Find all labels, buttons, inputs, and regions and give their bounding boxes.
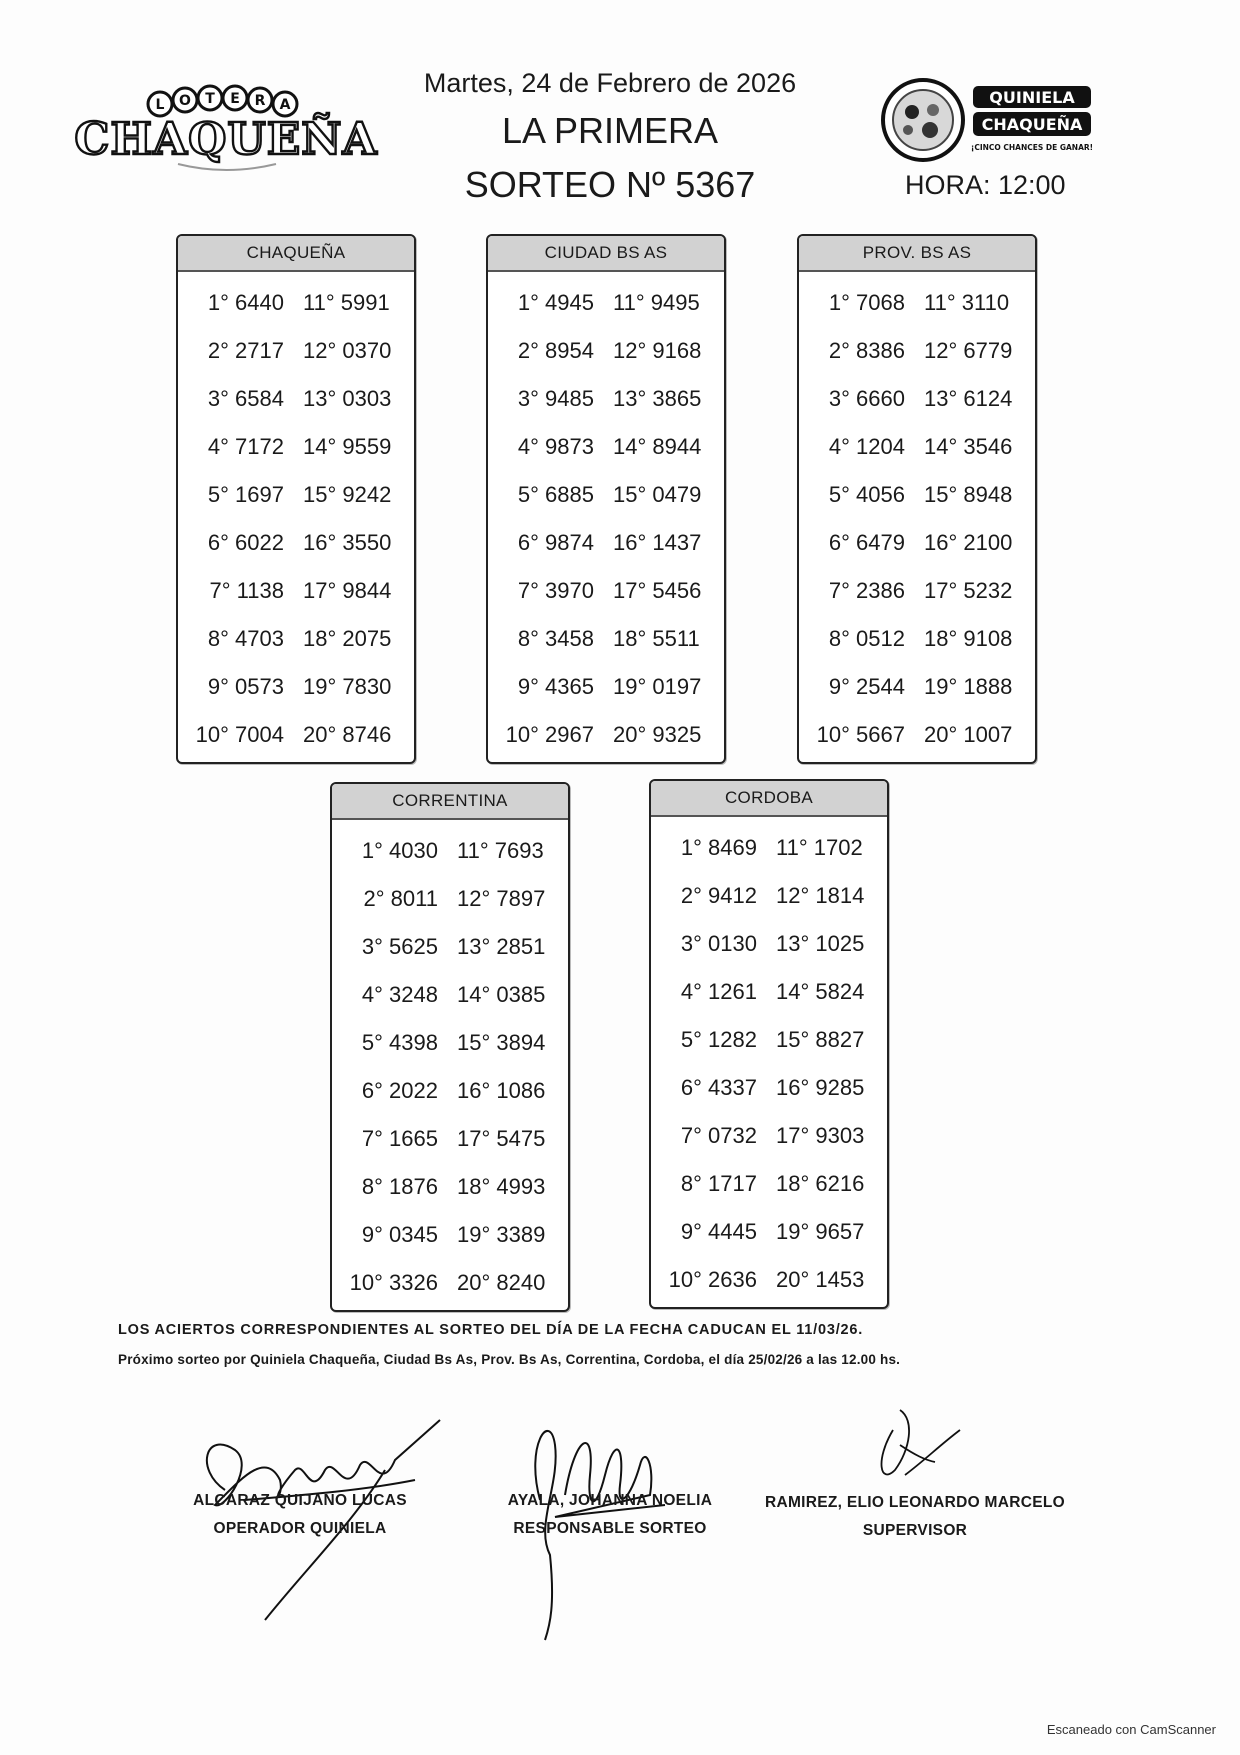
prize-cell: 17° 5232 <box>924 578 1013 603</box>
prize-cell: 20° 8746 <box>303 722 392 747</box>
svg-text:E: E <box>230 91 240 107</box>
table-row <box>651 1159 887 1205</box>
prize-cell: 17° 5475 <box>457 1126 546 1151</box>
prize-cell: 13° 3865 <box>613 386 702 411</box>
prize-cell: 13° 6124 <box>924 386 1013 411</box>
sorteo-number: SORTEO Nº 5367 <box>464 164 756 205</box>
prize-cell: 2° 2717 <box>207 338 284 363</box>
prize-cell: 18° 6216 <box>776 1171 865 1196</box>
operator-name: ALCARAZ QUIJANO LUCAS <box>193 1492 407 1509</box>
table-row <box>178 710 414 756</box>
prize-cell: 20° 1007 <box>924 722 1013 747</box>
prize-cell: 2° 8386 <box>828 338 905 363</box>
supervisor-signature <box>855 1400 975 1490</box>
table-row <box>651 919 887 965</box>
prize-cell: 6° 9874 <box>517 530 594 555</box>
prize-cell: 3° 6660 <box>828 386 905 411</box>
svg-text:T: T <box>205 91 215 107</box>
loteria-chaquena-logo <box>74 84 378 176</box>
prize-cell: 18° 2075 <box>303 626 392 651</box>
table-row <box>332 1018 568 1064</box>
prize-cell: 8° 0512 <box>828 626 905 651</box>
prize-cell: 10° 2967 <box>505 722 594 747</box>
prize-cell: 14° 5824 <box>776 979 865 1004</box>
prize-cell: 16° 3550 <box>303 530 392 555</box>
table-row <box>488 326 724 372</box>
table-row <box>799 710 1035 756</box>
table-row <box>799 278 1035 324</box>
prize-cell: 11° 1702 <box>776 835 863 860</box>
prize-cell: 19° 9657 <box>776 1219 865 1244</box>
table-row <box>799 326 1035 372</box>
prize-cell: 20° 1453 <box>776 1267 865 1292</box>
prize-cell: 3° 5625 <box>361 934 438 959</box>
table-header: CORRENTINA <box>332 784 568 820</box>
prize-cell: 13° 0303 <box>303 386 392 411</box>
table-row <box>488 710 724 756</box>
prize-cell: 16° 2100 <box>924 530 1013 555</box>
table-body <box>332 820 568 1314</box>
prize-cell: 3° 0130 <box>680 931 757 956</box>
prize-cell: 1° 7068 <box>828 290 905 315</box>
prize-cell: 7° 3970 <box>517 578 594 603</box>
prize-cell: 7° 1138 <box>209 578 284 603</box>
prize-cell: 18° 9108 <box>924 626 1013 651</box>
svg-text:¡CINCO CHANCES DE GANAR!: ¡CINCO CHANCES DE GANAR! <box>970 143 1094 152</box>
table-row <box>488 374 724 420</box>
prize-cell: 8° 3458 <box>517 626 594 651</box>
prize-cell: 15° 3894 <box>457 1030 546 1055</box>
table-row <box>799 422 1035 468</box>
prize-cell: 9° 2544 <box>828 674 905 699</box>
table-row <box>332 1258 568 1304</box>
results-table <box>649 779 889 1309</box>
table-row <box>799 518 1035 564</box>
prize-cell: 7° 1665 <box>361 1126 438 1151</box>
operator-role: OPERADOR QUINIELA <box>213 1520 387 1537</box>
table-header: CIUDAD BS AS <box>488 236 724 272</box>
table-body <box>178 272 414 766</box>
prize-cell: 9° 0573 <box>207 674 284 699</box>
prize-cell: 5° 1282 <box>680 1027 757 1052</box>
table-row <box>651 1255 887 1301</box>
prize-cell: 5° 4398 <box>361 1030 438 1055</box>
table-row <box>332 1210 568 1256</box>
draw-time: HORA: 12:00 <box>905 170 1066 200</box>
svg-text:L: L <box>155 97 165 113</box>
prize-cell: 7° 2386 <box>828 578 905 603</box>
prize-cell: 14° 0385 <box>457 982 546 1007</box>
prize-cell: 9° 0345 <box>361 1222 438 1247</box>
prize-cell: 1° 4945 <box>517 290 594 315</box>
table-row <box>178 614 414 660</box>
table-row <box>332 1066 568 1112</box>
prize-cell: 3° 9485 <box>517 386 594 411</box>
prize-cell: 14° 9559 <box>303 434 392 459</box>
prize-cell: 20° 8240 <box>457 1270 546 1295</box>
prize-cell: 9° 4445 <box>680 1219 757 1244</box>
svg-text:A: A <box>279 97 291 113</box>
prize-cell: 8° 4703 <box>207 626 284 651</box>
prize-cell: 8° 1876 <box>361 1174 438 1199</box>
table-row <box>488 566 724 612</box>
prize-cell: 14° 3546 <box>924 434 1013 459</box>
table-row <box>488 470 724 516</box>
table-header: CHAQUEÑA <box>178 236 414 272</box>
table-row <box>178 422 414 468</box>
prize-cell: 16° 1437 <box>613 530 702 555</box>
prize-cell: 6° 2022 <box>361 1078 438 1103</box>
prize-cell: 7° 0732 <box>680 1123 757 1148</box>
table-row <box>651 823 887 869</box>
table-row <box>488 662 724 708</box>
table-header: PROV. BS AS <box>799 236 1035 272</box>
table-row <box>651 1111 887 1157</box>
table-row <box>488 614 724 660</box>
prize-cell: 18° 4993 <box>457 1174 546 1199</box>
prize-cell: 4° 1261 <box>680 979 757 1004</box>
table-row <box>799 374 1035 420</box>
responsible-name: AYALA, JOHANNA NOELIA <box>507 1492 713 1509</box>
prize-cell: 12° 9168 <box>613 338 702 363</box>
svg-text:O: O <box>179 93 191 109</box>
prize-cell: 9° 4365 <box>517 674 594 699</box>
svg-text:CHAQUEÑA: CHAQUEÑA <box>74 114 378 165</box>
prize-cell: 19° 0197 <box>613 674 702 699</box>
prize-cell: 11° 5991 <box>303 290 390 315</box>
table-row <box>488 422 724 468</box>
prize-cell: 10° 5667 <box>816 722 905 747</box>
prize-cell: 17° 5456 <box>613 578 702 603</box>
table-row <box>178 518 414 564</box>
prize-cell: 14° 8944 <box>613 434 702 459</box>
prize-cell: 4° 9873 <box>517 434 594 459</box>
table-row <box>332 874 568 920</box>
prize-cell: 15° 9242 <box>303 482 392 507</box>
prize-cell: 4° 1204 <box>828 434 905 459</box>
prize-cell: 16° 9285 <box>776 1075 865 1100</box>
prize-cell: 13° 1025 <box>776 931 865 956</box>
prize-cell: 11° 9495 <box>613 290 700 315</box>
results-table <box>330 782 570 1312</box>
quiniela-chaquena-logo <box>878 72 1098 172</box>
table-row <box>332 826 568 872</box>
prize-cell: 12° 7897 <box>457 886 546 911</box>
prize-cell: 1° 6440 <box>207 290 284 315</box>
svg-text:QUINIELA: QUINIELA <box>989 88 1075 107</box>
scanner-watermark: Escaneado con CamScanner <box>1046 1722 1216 1737</box>
prize-cell: 2° 9412 <box>680 883 757 908</box>
table-row <box>178 566 414 612</box>
table-row <box>799 566 1035 612</box>
prize-cell: 3° 6584 <box>207 386 284 411</box>
prize-cell: 6° 4337 <box>680 1075 757 1100</box>
table-row <box>651 871 887 917</box>
table-row <box>488 518 724 564</box>
table-row <box>799 662 1035 708</box>
prize-cell: 5° 6885 <box>517 482 594 507</box>
table-row <box>799 470 1035 516</box>
prize-cell: 4° 7172 <box>207 434 284 459</box>
table-row <box>332 1162 568 1208</box>
table-body <box>488 272 724 766</box>
prize-cell: 10° 3326 <box>349 1270 438 1295</box>
prize-cell: 2° 8011 <box>363 886 438 911</box>
table-row <box>178 326 414 372</box>
prize-cell: 12° 0370 <box>303 338 392 363</box>
svg-text:R: R <box>254 93 266 109</box>
prize-cell: 15° 0479 <box>613 482 702 507</box>
prize-cell: 1° 8469 <box>680 835 757 860</box>
table-body <box>651 817 887 1311</box>
table-row <box>178 662 414 708</box>
table-row <box>651 1015 887 1061</box>
prize-cell: 12° 6779 <box>924 338 1013 363</box>
table-row <box>651 1063 887 1109</box>
svg-text:CHAQUEÑA: CHAQUEÑA <box>981 115 1083 134</box>
table-row <box>178 278 414 324</box>
prize-cell: 11° 7693 <box>457 838 544 863</box>
prize-cell: 11° 3110 <box>924 290 1010 315</box>
results-table <box>176 234 416 764</box>
draw-title: LA PRIMERA <box>501 110 719 151</box>
draw-date: Martes, 24 de Febrero de 2026 <box>423 68 797 98</box>
prize-cell: 19° 3389 <box>457 1222 546 1247</box>
prize-cell: 15° 8948 <box>924 482 1013 507</box>
prize-cell: 6° 6479 <box>828 530 905 555</box>
prize-cell: 17° 9844 <box>303 578 392 603</box>
supervisor-role: SUPERVISOR <box>862 1522 968 1539</box>
prize-cell: 19° 1888 <box>924 674 1013 699</box>
prize-cell: 4° 3248 <box>361 982 438 1007</box>
results-table <box>486 234 726 764</box>
table-row <box>178 374 414 420</box>
prize-cell: 19° 7830 <box>303 674 392 699</box>
prize-cell: 5° 4056 <box>828 482 905 507</box>
table-header: CORDOBA <box>651 781 887 817</box>
table-row <box>332 1114 568 1160</box>
table-row <box>332 970 568 1016</box>
supervisor-name: RAMIREZ, ELIO LEONARDO MARCELO <box>764 1494 1066 1511</box>
loteria-letter-circles <box>148 86 297 116</box>
prize-cell: 20° 9325 <box>613 722 702 747</box>
prize-cell: 6° 6022 <box>207 530 284 555</box>
prize-cell: 1° 4030 <box>361 838 438 863</box>
table-body <box>799 272 1035 766</box>
table-row <box>178 470 414 516</box>
results-table <box>797 234 1037 764</box>
prize-cell: 18° 5511 <box>613 626 700 651</box>
prize-cell: 2° 8954 <box>517 338 594 363</box>
prize-cell: 15° 8827 <box>776 1027 865 1052</box>
table-row <box>651 1207 887 1253</box>
prize-cell: 16° 1086 <box>457 1078 546 1103</box>
prize-cell: 13° 2851 <box>457 934 546 959</box>
next-draw-notice: Próximo sorteo por Quiniela Chaqueña, Ciudad Bs As, Prov. Bs As, Correntina, Cordoba, el día 25/02/26 a las 12.00 hs. <box>118 1352 901 1367</box>
prize-cell: 5° 1697 <box>207 482 284 507</box>
responsible-role: RESPONSABLE SORTEO <box>513 1520 707 1537</box>
prize-cell: 12° 1814 <box>776 883 865 908</box>
prize-cell: 10° 7004 <box>195 722 284 747</box>
table-row <box>488 278 724 324</box>
table-row <box>332 922 568 968</box>
table-row <box>651 967 887 1013</box>
prize-cell: 17° 9303 <box>776 1123 865 1148</box>
prize-cell: 10° 2636 <box>668 1267 757 1292</box>
expiry-notice: LOS ACIERTOS CORRESPONDIENTES AL SORTEO DEL DÍA DE LA FECHA CADUCAN EL 11/03/26. <box>118 1322 864 1338</box>
table-row <box>799 614 1035 660</box>
prize-cell: 8° 1717 <box>680 1171 757 1196</box>
